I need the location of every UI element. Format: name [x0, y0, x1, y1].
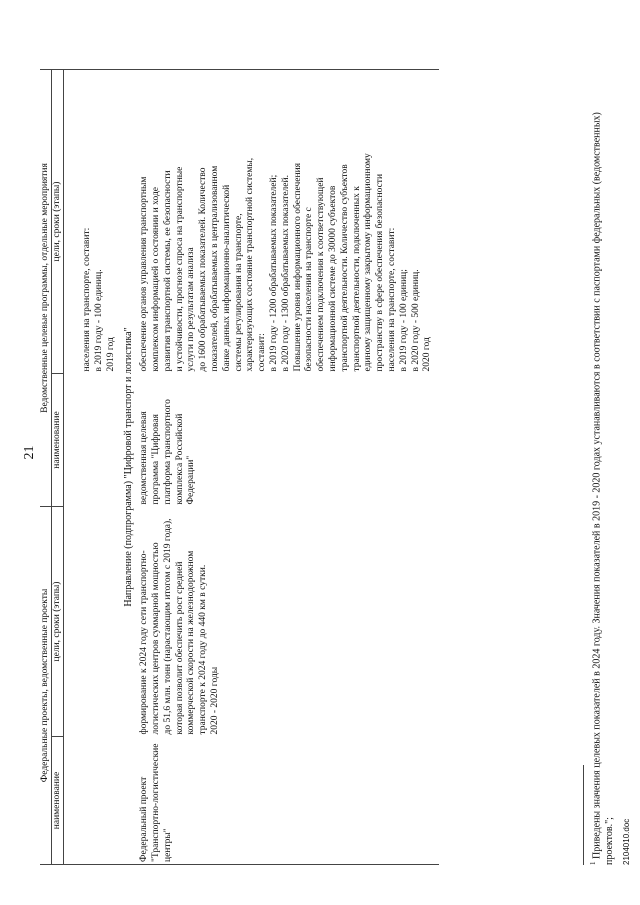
federal-project-name: Федеральный проект "Транспортно-логистические центры": [139, 737, 439, 865]
document-id: 2104010.doc: [622, 818, 631, 865]
header-federal-projects: Федеральные проекты, ведомственные проекты: [40, 507, 52, 865]
departmental-program-goals: обеспечение органов управления транспортным комплексом информацией о состоянии и ходе развития транспортной системы, ее безопасности и устойчивости, прогнозе спроса на транспортные услуги по результатам анализа до 1600 обрабатываемых показателей. Количество показателей, обрабатываемых в централизованном банке данных информационно-аналитической системы регулирования на транспорте, характеризующих состояние транспортной системы, составит: в 2019 году - 1200 обрабатываемых показателей; в 2020 году - 1300 обрабатываемых показателей. Повышение уровня информационного обеспечения безопасности населения на транспорте с обеспечением подключения к соответствующей информационной системе до 30000 субъектов транспортной деятельности. Количество субъектов транспортной деятельности, подключенных к единому защищенному закрытому информационному пространству в сфере обеспечения безопасности населения на транспорте, составит: в 2019 году - 100 единиц; в 2020 году - 500 единиц. 2020 год: [139, 70, 439, 374]
footnote-divider: [583, 765, 584, 865]
header-name-left: наименование: [52, 737, 64, 865]
header-goals-right: цели, сроки (этапы): [52, 70, 64, 374]
page-number: 21: [22, 445, 37, 460]
footnote-marker: 1: [589, 861, 597, 865]
direction-title: Направление (подпрограмма) "Цифровой транспорт и логистика": [117, 70, 139, 865]
table-row: [139, 70, 439, 865]
header-name-right: наименование: [52, 374, 64, 507]
departmental-program-name: ведомственная целевая программа "Цифровая платформа транспортного комплекса Российской Федерации": [139, 399, 197, 505]
programs-table: [40, 69, 439, 865]
footnote: [587, 70, 616, 865]
header-departmental-programs: Ведомственные целевые программы, отдельные мероприятия: [40, 70, 52, 507]
continued-goals-text: населения на транспорте, составит: в 2019 году - 100 единиц. 2019 год: [64, 70, 118, 374]
footnote-text: Приведены значения целевых показателей в 2024 году. Значения показателей в 2019 - 2020 годах устанавливаются в соответствии с паспортами федеральных (ведомственных) проектов.";: [591, 112, 616, 865]
header-goals-left: цели, сроки (этапы): [52, 507, 64, 737]
federal-project-goals: формирование к 2024 году сети транспортно- логистических центров суммарной мощностью до 51,6 млн. тонн (нарастающим итогом с 2019 года), которая позволит обеспечить рост средней коммерческой скорости на железнодорожном транспорте к 2024 году до 440 км в сутки. 2020 - 2020 годы: [139, 518, 220, 735]
direction-row: [117, 70, 139, 865]
table-row-continued: [64, 70, 118, 865]
